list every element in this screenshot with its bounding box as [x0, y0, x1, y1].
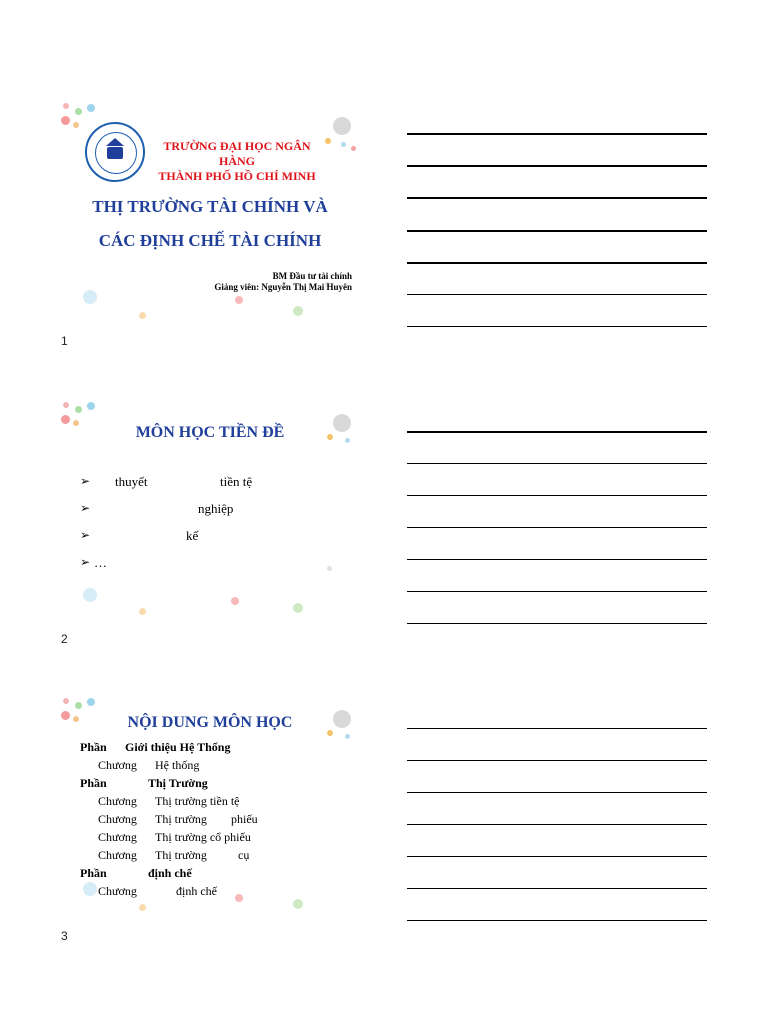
title-line-2: CÁC ĐỊNH CHẾ TÀI CHÍNH [98, 231, 322, 250]
bullet-arrow-icon: ➢ [80, 528, 91, 542]
note-line [407, 760, 707, 761]
decor-dot [83, 290, 97, 304]
note-line [407, 230, 707, 232]
chapter-label: Chương [98, 884, 137, 898]
title-line-1: THỊ TRƯỜNG TÀI CHÍNH VÀ [92, 197, 328, 216]
chapter-label: Chương [98, 848, 137, 862]
decor-dot [73, 122, 79, 128]
university-name [147, 139, 327, 184]
page-number: 2 [61, 632, 68, 646]
note-line [407, 326, 707, 327]
note-line [407, 591, 707, 592]
decor-dot [139, 608, 146, 615]
chapter-label: Chương [98, 830, 137, 844]
decor-dot [61, 116, 70, 125]
chapter-label: Chương [98, 758, 137, 772]
chapter-title: Thị trường [155, 812, 207, 826]
part-label: Phần [80, 740, 107, 754]
part-label: Phần [80, 866, 107, 880]
chapter-title: Thị trường cổ phiếu [155, 830, 251, 844]
chapter-title: Thị trường [155, 848, 207, 862]
decor-dot [63, 103, 69, 109]
university-line-1: TRƯỜNG ĐẠI HỌC NGÂN HÀNG [163, 139, 311, 168]
university-line-2: THÀNH PHỐ HỒ CHÍ MINH [158, 169, 316, 183]
decor-dot [61, 711, 70, 720]
part-title: Giới thiệu Hệ Thống [125, 740, 231, 754]
decor-dot [75, 702, 82, 709]
note-line [407, 559, 707, 560]
part-title: định chế [148, 866, 192, 880]
bullet-text: thuyết [115, 474, 148, 489]
note-line [407, 527, 707, 528]
note-line [407, 728, 707, 729]
note-line [407, 262, 707, 264]
university-logo [85, 122, 145, 182]
decor-dot [83, 588, 97, 602]
decor-dot [333, 710, 351, 728]
bullet-text: kế [186, 528, 199, 543]
decor-dot [231, 597, 239, 605]
slide-2 [55, 398, 365, 628]
lecturer: Giảng viên: Nguyễn Thị Mai Huyên [214, 282, 352, 292]
decor-dot [87, 104, 95, 112]
bullet-text: tiền tệ [220, 474, 253, 489]
bullet-arrow-icon: ➢ [80, 474, 91, 488]
decor-dot [235, 296, 243, 304]
lecturer-info [135, 271, 352, 293]
slide-1 [55, 100, 365, 330]
decor-dot [73, 716, 79, 722]
note-line [407, 920, 707, 921]
decor-dot [61, 415, 70, 424]
note-line [407, 888, 707, 889]
graduation-cap-icon [106, 138, 124, 146]
note-line [407, 431, 707, 433]
part-title: Thị Trường [148, 776, 208, 790]
note-line [407, 824, 707, 825]
chapter-title: định chế [176, 884, 217, 898]
bullet-text: … [94, 555, 107, 570]
decor-dot [63, 698, 69, 704]
note-line [407, 463, 707, 464]
decor-dot [75, 406, 82, 413]
decor-dot [333, 414, 351, 432]
note-line [407, 856, 707, 857]
bullet-arrow-icon: ➢ [80, 555, 91, 569]
decor-dot [333, 117, 351, 135]
bullet-arrow-icon: ➢ [80, 501, 91, 515]
decor-dot [293, 899, 303, 909]
decor-dot [87, 698, 95, 706]
decor-dot [351, 146, 356, 151]
decor-dot [139, 312, 146, 319]
page-number: 3 [61, 929, 68, 943]
decor-dot [345, 734, 350, 739]
note-line [407, 623, 707, 624]
decor-dot [87, 402, 95, 410]
chapter-extra: phiếu [231, 812, 258, 826]
chapter-title: Thị trường tiền tệ [155, 794, 240, 808]
decor-dot [327, 566, 332, 571]
decor-dot [327, 434, 333, 440]
part-label: Phần [80, 776, 107, 790]
note-line [407, 133, 707, 135]
decor-dot [293, 603, 303, 613]
page-number: 1 [61, 334, 68, 348]
department: BM Đầu tư tài chính [272, 271, 352, 281]
decor-dot [341, 142, 346, 147]
decor-dot [73, 420, 79, 426]
chapter-extra: cụ [238, 848, 250, 862]
note-line [407, 495, 707, 496]
decor-dot [235, 894, 243, 902]
book-icon [107, 147, 123, 159]
decor-dot [293, 306, 303, 316]
decor-dot [83, 882, 97, 896]
bullet-text: nghiệp [198, 501, 234, 516]
chapter-label: Chương [98, 812, 137, 826]
decor-dot [75, 108, 82, 115]
note-line [407, 197, 707, 199]
slide-title: MÔN HỌC TIỀN ĐỀ [135, 424, 285, 441]
slide-3 [55, 694, 365, 924]
slide-title [75, 190, 345, 258]
chapter-label: Chương [98, 794, 137, 808]
decor-dot [327, 730, 333, 736]
decor-dot [139, 904, 146, 911]
note-line [407, 294, 707, 295]
note-line [407, 792, 707, 793]
slide-title: NỘI DUNG MÔN HỌC [127, 714, 293, 731]
chapter-title: Hệ thống [155, 758, 200, 772]
note-line [407, 165, 707, 167]
decor-dot [345, 438, 350, 443]
decor-dot [63, 402, 69, 408]
